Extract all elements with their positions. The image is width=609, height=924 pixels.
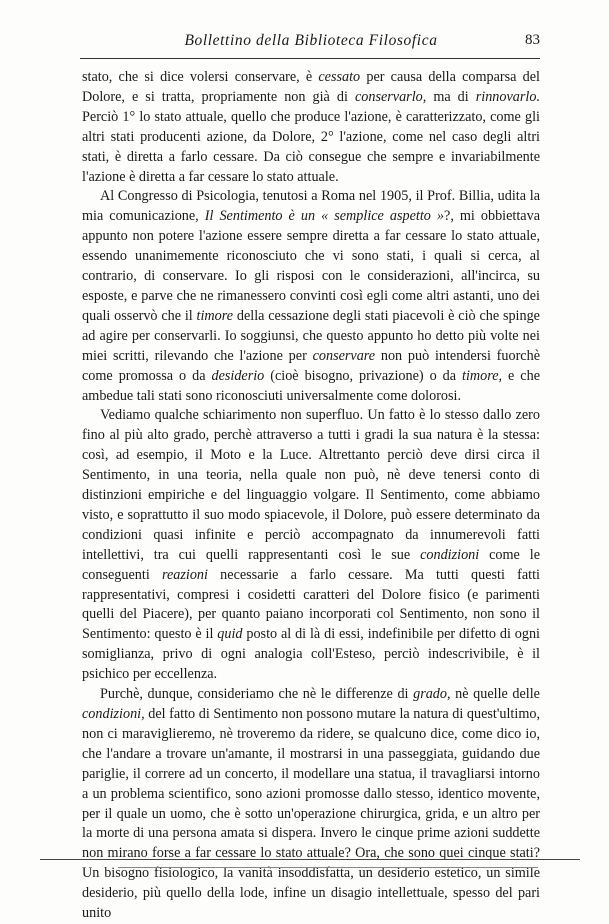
- text-run: non può intendersi fuorchè come promossa o da: [82, 347, 540, 384]
- italic-run: timore,: [462, 367, 503, 384]
- text-run: stato, che si dice volersi conservare, è: [82, 69, 319, 85]
- italic-run: rinnovarlo.: [475, 88, 540, 105]
- running-title: Bollettino della Biblioteca Filosofica: [184, 32, 438, 49]
- paragraph: [82, 68, 540, 187]
- italic-run: Il Sentimento è un « semplice aspetto »: [204, 208, 445, 225]
- text-run: posto al di là di essi, indefinibile per difetto di ogni somiglianza, privo di ogni analogia coll'Esteso, perciò indescrivibile, è il psichico per eccellenza.: [82, 626, 540, 683]
- text-run: del fatto di Sentimento non possono mutare la natura di quest'ultimo, non ci maraviglieremo, nè troveremo da ridere, se qualcuno dice, come dico io, che l'andare a trovare un'amante, il mostrarsi in una passeggiata, guidando due pariglie, il correre ad un concerto, il modellare una statua, il travagliarsi intorno a un problema scientifico, sono azioni promosse dallo stesso, identico movente, per il quale un uomo, che è sotto un'operazione chirurgica, grida, e un altro per la morte di una persona amata si dispera. Invero le cinque prime azioni suddette non mirano forse a far cessare lo stato attuale? Ora, che sono quei cinque stati? Un bisogno fisiologico, la vanità insoddisfatta, un desiderio estetico, un simile desiderio, più quello della lode, infine un disagio intellettuale, spesso del pari unito: [82, 706, 540, 922]
- bottom-rule-thin: [118, 867, 538, 868]
- page-number: 83: [525, 32, 540, 48]
- text-run: Vediamo qualche schiarimento non superfluo. Un fatto è lo stesso dallo zero fino al più alto grado, perchè attraverso a tutti i gradi la sua natura è la stessa: così, ad esempio, il Moto e la Luce. Altrettanto perciò deve dirsi circa il Sentimento, in una teoria, nella quale non può, nè deve tenersi conto di distinzioni empiriche e del linguaggio volgare. Il Sentimento, come abbiamo visto, e soprattutto il suo modo spiacevole, il Dolore, può essere determinato da condizioni quasi infinite e perciò accompagnato da innumerevoli fatti intellettivi, tra cui quelli rappresentanti così le sue: [82, 407, 540, 563]
- paragraph: [82, 187, 540, 406]
- text-run: necessarie a farlo cessare. Ma tutti questi fatti rappresentativi, compresi i cosidetti caratteri del Dolore fisico (e parimenti quelli del Piacere), per quanto paiano incorporati col Sentimento, non sono il Sentimento: questo è il: [82, 566, 540, 643]
- text-run: nè quelle delle: [450, 686, 540, 703]
- paragraph: [82, 685, 540, 924]
- text-run: della cessazione degli stati piacevoli è ciò che spinge ad agire per conservarli. Io soggiunsi, che questo appunto ho detto più volte nei miei scritti, rilevando che l'azione per: [82, 307, 540, 364]
- italic-run: condizioni: [420, 546, 480, 563]
- text-run: per causa della comparsa del Dolore, e si tratta, propriamente non già di: [82, 69, 540, 105]
- text-run: (cioè bisogno, privazione) o da: [264, 367, 463, 384]
- text-run: Al Congresso di Psicologia, tenutosi a Roma nel 1905, il Prof. Billia, udita la mia comunicazione,: [82, 188, 540, 225]
- running-header: [82, 30, 540, 54]
- italic-run: reazioni: [161, 566, 208, 583]
- body-text: [82, 68, 540, 924]
- italic-run: conservare: [312, 347, 376, 364]
- italic-run: conservarlo,: [354, 88, 427, 105]
- text-run: e che ambedue tali stati sono riconosciuti universalmente come dolorosi.: [82, 367, 540, 404]
- bottom-rule: [40, 859, 580, 860]
- italic-run: cessato: [318, 69, 361, 85]
- italic-run: quid: [217, 626, 243, 643]
- text-run: Perciò 1° lo stato attuale, quello che produce l'azione, è caratterizzato, come gli altri stati producenti azione, da Dolore, 2° l'azione, come nel caso degli altri stati, è diretta a farlo cessare. Da ciò consegue che sempre e invariabilmente l'azione è diretta a far cessare lo stato attuale.: [82, 108, 540, 185]
- italic-run: desiderio: [211, 367, 265, 384]
- italic-run: grado,: [413, 686, 451, 703]
- text-run: come le conseguenti: [82, 546, 540, 583]
- text-run: Purchè, dunque, consideriamo che nè le differenze di: [100, 686, 414, 703]
- italic-run: condizioni,: [82, 706, 145, 722]
- text-run: ma di: [426, 88, 476, 105]
- text-run: ?, mi obbiettava appunto non potere l'azione essere sempre diretta a far cessare lo stato attuale, essendo unanimemente riconosciuto che vi sono stati, i quali si cerca, al contrario, di conservare. Io gli risposi con le considerazioni, all'incirca, su esposte, e parve che ne rimanessero convinti così egli come altri astanti, uno dei quali osservò che il: [82, 208, 540, 324]
- italic-run: timore: [196, 307, 234, 324]
- header-rule: [80, 58, 540, 59]
- paragraph: [82, 406, 540, 685]
